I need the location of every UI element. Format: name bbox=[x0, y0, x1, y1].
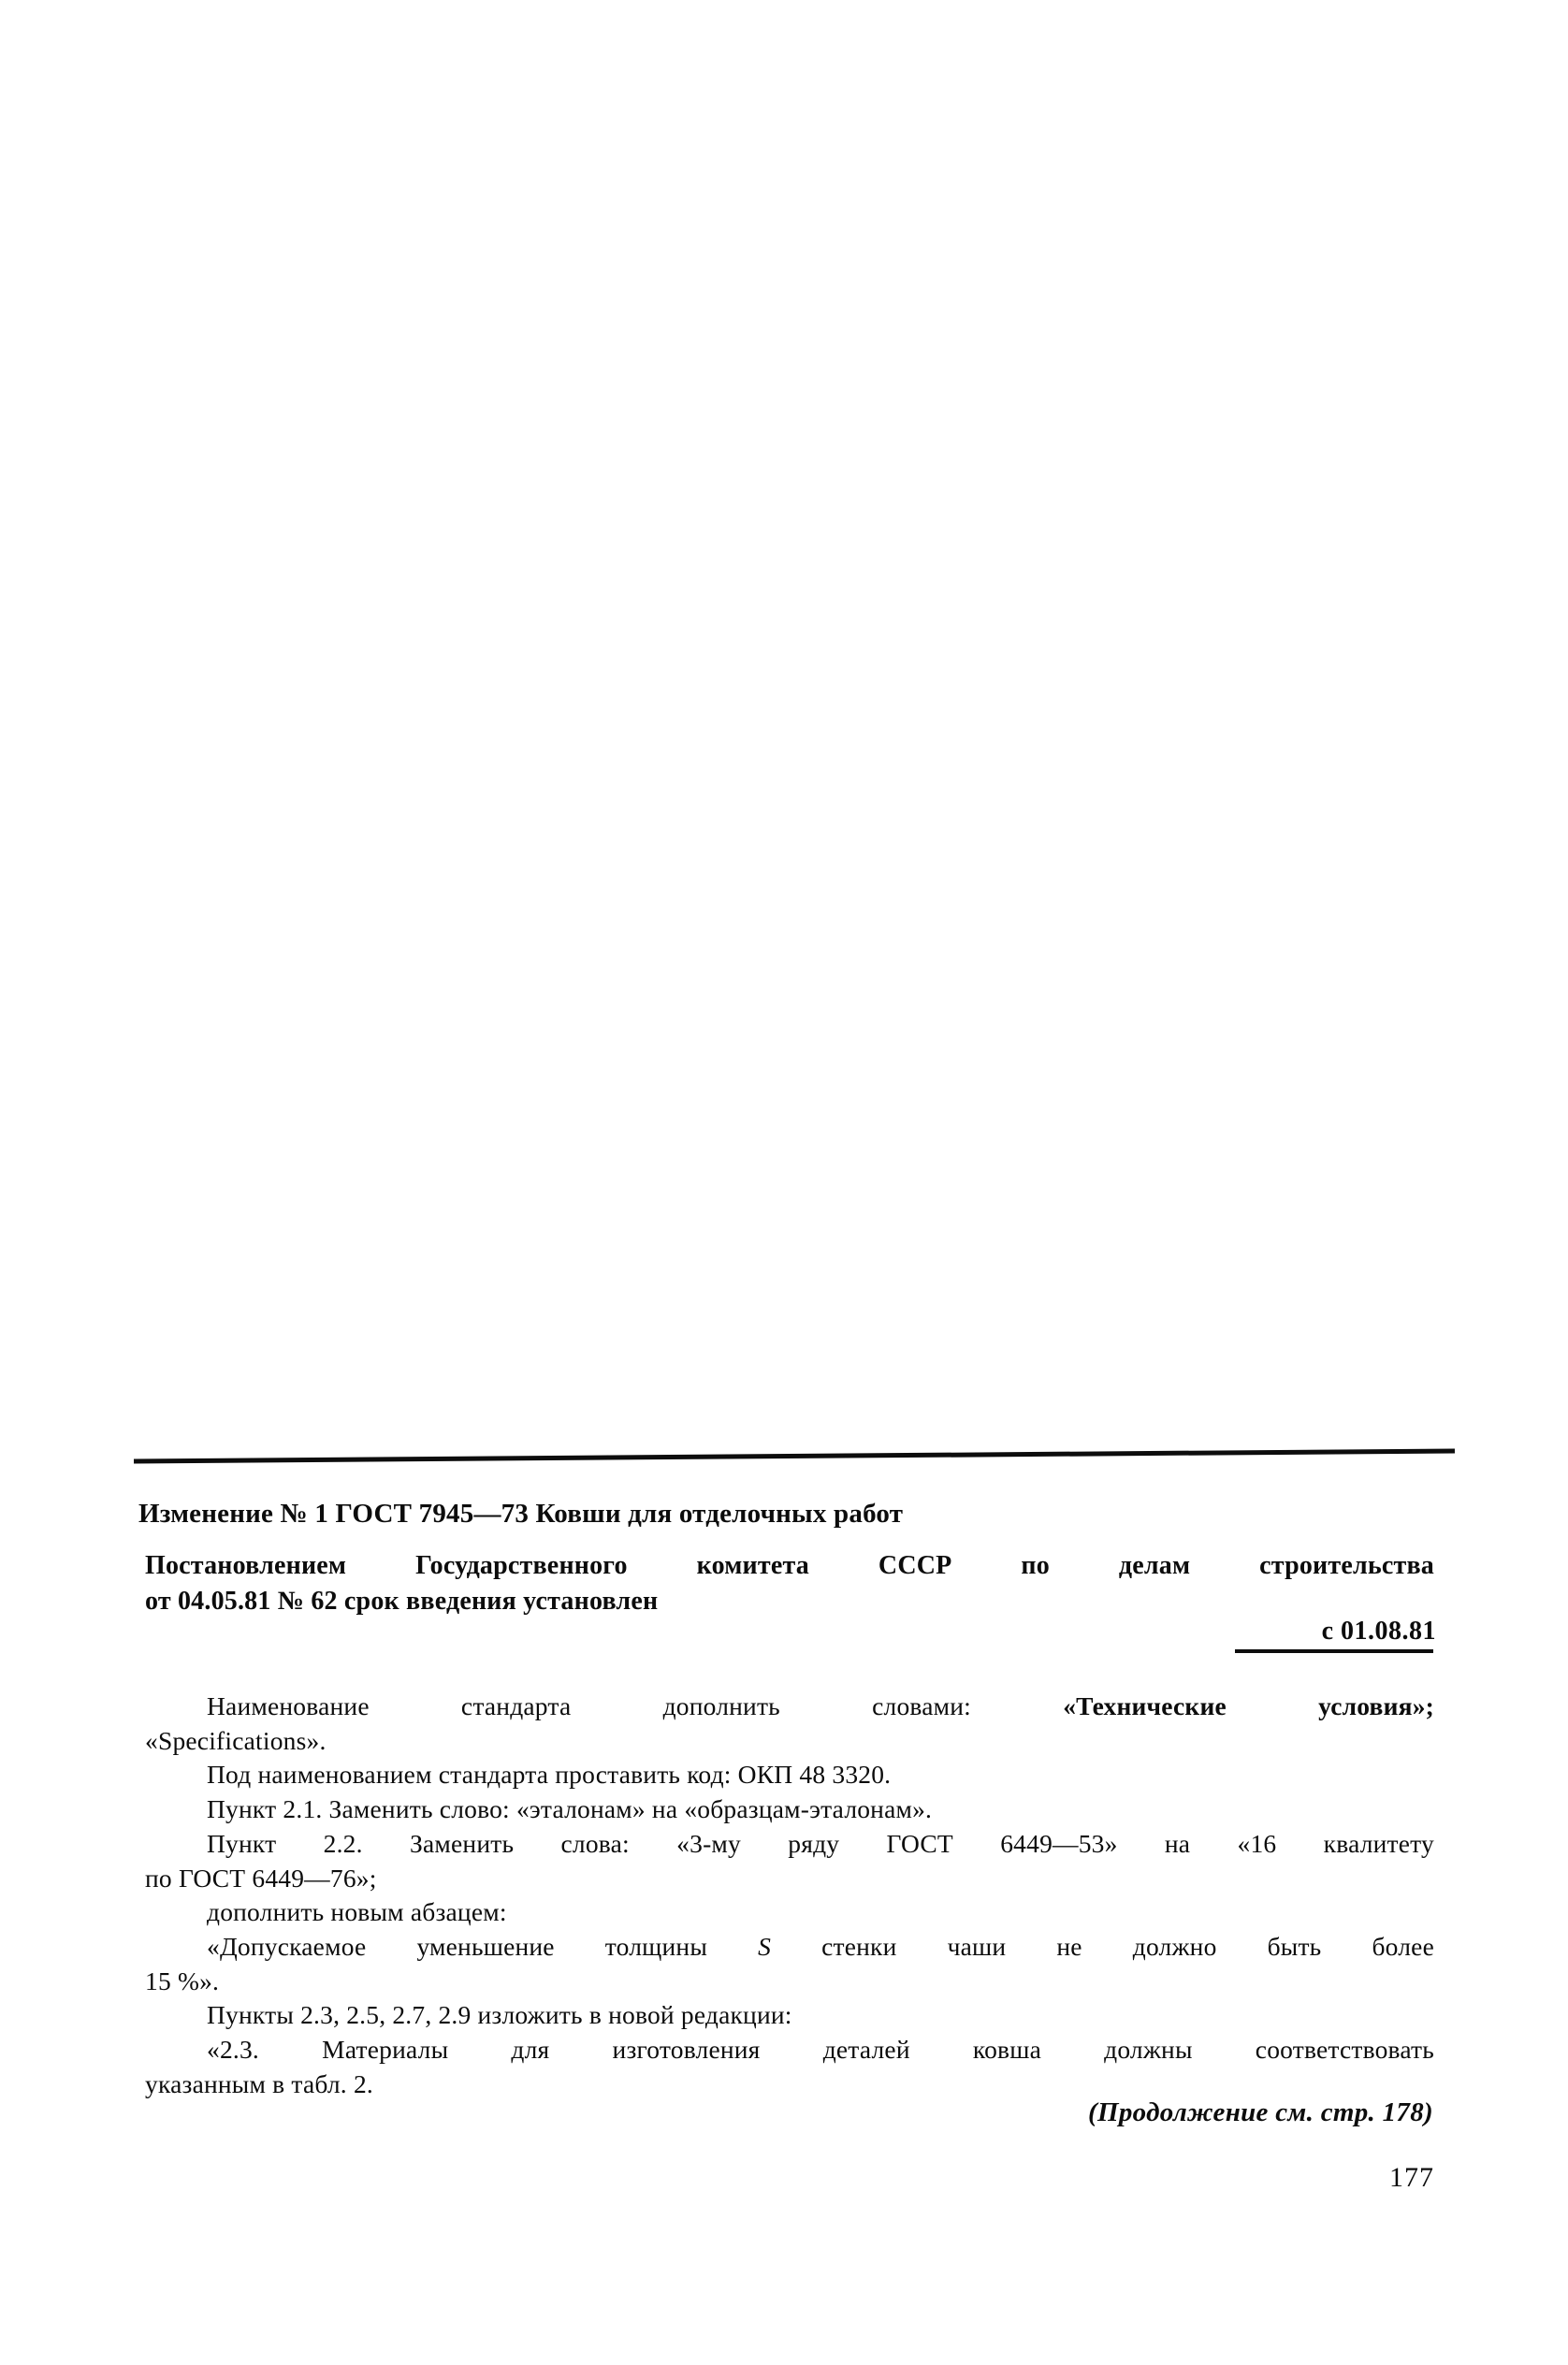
thickness-text-post: стенки чаши не должно быть более bbox=[771, 1931, 1434, 1961]
decree-line-2: от 04.05.81 № 62 срок введения установлен bbox=[145, 1587, 659, 1616]
document-title: Изменение № 1 ГОСТ 7945—73 Ковши для отделочных работ bbox=[138, 1499, 904, 1529]
header-rule bbox=[134, 1448, 1455, 1463]
amendment-line-thickness-2: 15 %». bbox=[145, 1966, 220, 1995]
effective-date: с 01.08.81 bbox=[1321, 1617, 1436, 1646]
thickness-text-pre: «Допускаемое уменьшение толщины bbox=[207, 1931, 759, 1961]
amendment-line-name-addition-en: «Specifications». bbox=[145, 1725, 327, 1755]
name-addition-text: Наименование стандарта дополнить словами: bbox=[207, 1691, 1064, 1720]
amendment-line-item-2-3-1: «2.3. Материалы для изготовления деталей ковша должны соответствовать bbox=[207, 2035, 1434, 2065]
amendment-line-item-2-2-2: по ГОСТ 6449—76»; bbox=[145, 1863, 377, 1893]
wall-thickness-symbol: S bbox=[758, 1931, 772, 1961]
amendment-line-thickness-1 bbox=[145, 1930, 1434, 1965]
amendment-line-okp-code: Под наименованием стандарта проставить код: ОКП 48 3320. bbox=[207, 1760, 892, 1790]
amendment-line-item-2-1: Пункт 2.1. Заменить слово: «эталонам» на «образцам-эталонам». bbox=[207, 1794, 933, 1824]
amendment-line-items-new-edition: Пункты 2.3, 2.5, 2.7, 2.9 изложить в новой редакции: bbox=[207, 2000, 792, 2030]
page-number: 177 bbox=[1389, 2162, 1434, 2193]
amendment-line-item-2-2-1: Пункт 2.2. Заменить слова: «3-му ряду ГОСТ 6449—53» на «16 квалитету bbox=[207, 1828, 1434, 1858]
name-addition-bold-text: «Технические условия»; bbox=[1063, 1691, 1435, 1720]
amendment-line-new-paragraph-intro: дополнить новым абзацем: bbox=[207, 1897, 507, 1927]
decree-line-1: Постановлением Государственного комитета СССР по делам строительства bbox=[145, 1551, 1434, 1580]
amendment-line-name-addition bbox=[145, 1690, 1434, 1724]
amendment-line-item-2-3-2: указанным в табл. 2. bbox=[145, 2068, 373, 2098]
effective-date-underline bbox=[1235, 1649, 1433, 1653]
decree-paragraph bbox=[145, 1548, 1434, 1619]
continuation-note: (Продолжение см. стр. 178) bbox=[1088, 2097, 1433, 2127]
amendment-body bbox=[145, 1690, 1434, 2101]
